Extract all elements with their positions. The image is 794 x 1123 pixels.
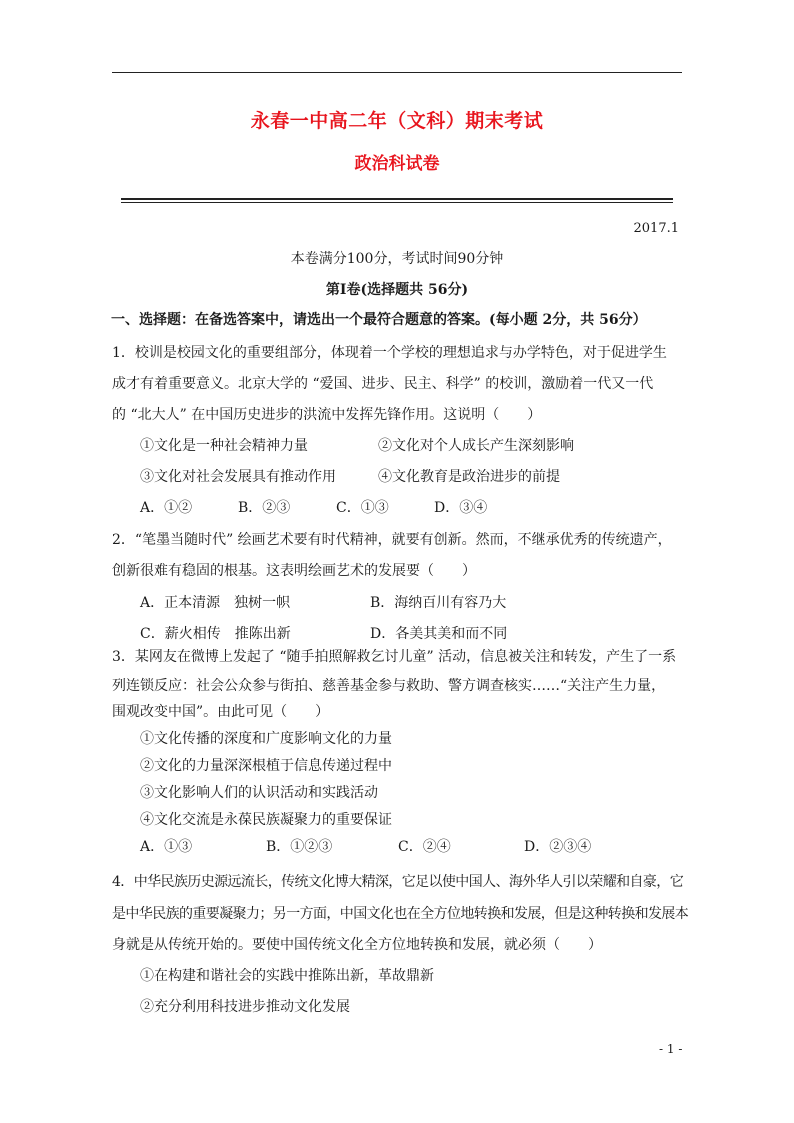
q3-statement-4: ④文化交流是永葆民族凝聚力的重要保证 [140, 812, 392, 828]
q3-option-c: C．②④ [398, 839, 451, 855]
q2-option-a: A．正本清源 独树一帜 [140, 595, 291, 611]
q1-option-b: B．②③ [238, 500, 291, 516]
q1-option-d: D．③④ [434, 500, 488, 516]
q3-option-a: A．①③ [140, 839, 193, 855]
q1-option-a: A．①② [140, 500, 193, 516]
q2-option-c: C．薪火相传 推陈出新 [140, 626, 291, 642]
q4-line-2: 是中华民族的重要凝聚力；另一方面，中国文化也在全方位地转换和发展，但是这种转换和发展本 [112, 906, 689, 922]
q1-line-1: 1．校训是校园文化的重要组部分，体现着一个学校的理想追求与办学特色，对于促进学生 [112, 345, 667, 361]
q1-statement-2: ②文化对个人成长产生深刻影响 [378, 438, 574, 454]
q4-line-1: 4．中华民族历史源远流长，传统文化博大精深，它足以使中国人、海外华人引以荣耀和自豪，它 [112, 874, 684, 890]
q1-option-c: C．①③ [336, 500, 389, 516]
q3-line-3: 围观改变中国”。由此可见（ ） [112, 704, 330, 720]
q3-statement-3: ③文化影响人们的认识活动和实践活动 [140, 785, 378, 801]
q1-line-3: 的 “北大人” 在中国历史进步的洪流中发挥先锋作用。这说明（ ） [112, 407, 542, 423]
q2-option-b: B．海纳百川有容乃大 [370, 595, 507, 611]
exam-title: 永春一中高二年（文科）期末考试 [250, 110, 544, 132]
section-title: 第Ⅰ卷(选择题共 56分) [325, 282, 469, 298]
q1-statement-4: ④文化教育是政治进步的前提 [378, 469, 560, 485]
title-rule-bottom [121, 202, 673, 203]
q3-statement-2: ②文化的力量深深根植于信息传递过程中 [140, 758, 392, 774]
subject-title: 政治科试卷 [354, 154, 440, 174]
q1-line-2: 成才有着重要意义。北京大学的 “爱国、进步、民主、科学” 的校训，激励着一代又一代 [112, 376, 654, 392]
q3-option-b: B．①②③ [266, 839, 333, 855]
top-rule [112, 72, 682, 73]
q4-line-3: 身就是从传统开始的。要使中国传统文化全方位地转换和发展，就必须（ ） [112, 937, 602, 953]
q3-line-2: 列连锁反应：社会公众参与街拍、慈善基金参与救助、警方调查核实……“关注产生力量， [112, 678, 666, 694]
q1-statement-1: ①文化是一种社会精神力量 [140, 438, 308, 454]
q4-statement-2: ②充分利用科技进步推动文化发展 [140, 999, 350, 1015]
score-time-note: 本卷满分100分，考试时间90分钟 [290, 251, 504, 267]
q2-line-1: 2．“笔墨当随时代” 绘画艺术要有时代精神，就要有创新。然而，不继承优秀的传统遗产， [112, 532, 672, 548]
instructions: 一、选择题：在备选答案中，请选出一个最符合题意的答案。(每小题 2分，共 56分） [111, 312, 647, 328]
q3-option-d: D．②③④ [524, 839, 592, 855]
exam-date: 2017.1 [633, 221, 679, 236]
q3-statement-1: ①文化传播的深度和广度影响文化的力量 [140, 731, 392, 747]
q4-statement-1: ①在构建和谐社会的实践中推陈出新，革故鼎新 [140, 968, 434, 984]
q3-line-1: 3．某网友在微博上发起了 “随手拍照解救乞讨儿童” 活动，信息被关注和转发，产生了一系 [112, 649, 677, 665]
q1-statement-3: ③文化对社会发展具有推动作用 [140, 469, 336, 485]
page-number: - 1 - [659, 1042, 683, 1056]
title-rule-top [121, 198, 673, 200]
q2-option-d: D．各美其美和而不同 [370, 626, 508, 642]
q2-line-2: 创新很难有稳固的根基。这表明绘画艺术的发展要（ ） [112, 563, 476, 579]
